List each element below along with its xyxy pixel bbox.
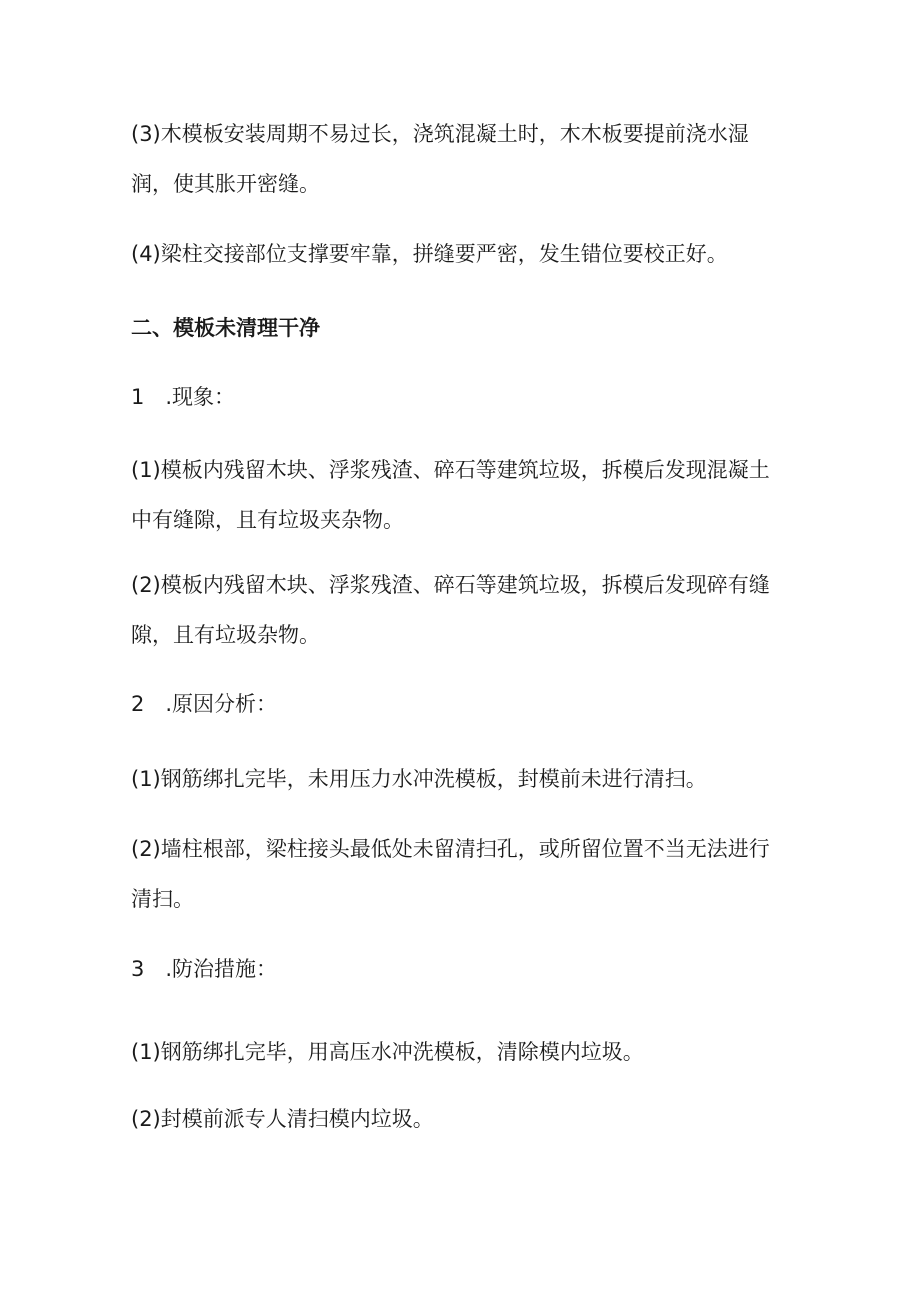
subsection-title-text: 1 .现象：: [131, 385, 236, 409]
paragraph-line: (1)钢筋绑扎完毕，未用压力水冲洗模板，封模前未进行清扫。: [131, 767, 707, 791]
paragraph-phenomenon-1: [131, 445, 801, 545]
paragraph-line: (3)木模板安装周期不易过长，浇筑混凝土时，木木板要提前浇水湿: [131, 122, 749, 146]
paragraph-cause-2: [131, 824, 801, 924]
paragraph-line: (2)封模前派专人清扫模内垃圾。: [131, 1107, 434, 1131]
paragraph-line: 中有缝隙，且有垃圾夹杂物。: [131, 508, 404, 532]
paragraph-line: 清扫。: [131, 887, 194, 911]
paragraph-prevention-2: [131, 1094, 801, 1144]
paragraph-line: (2)墙柱根部，梁柱接头最低处未留清扫孔，或所留位置不当无法进行: [131, 837, 770, 861]
subsection-title-text: 2 .原因分析：: [131, 692, 278, 716]
paragraph-4-beam-column-joint: [131, 229, 801, 279]
paragraph-line: (1)模板内残留木块、浮浆残渣、碎石等建筑垃圾，拆模后发现混凝土: [131, 458, 770, 482]
paragraph-phenomenon-2: [131, 560, 801, 660]
subsection-title-text: 3 .防治措施：: [131, 957, 278, 981]
paragraph-line: (1)钢筋绑扎完毕，用高压水冲洗模板，清除模内垃圾。: [131, 1040, 644, 1064]
subsection-title-prevention: [131, 944, 801, 994]
paragraph-3-formwork-install: [131, 109, 801, 209]
paragraph-line: (2)模板内残留木块、浮浆残渣、碎石等建筑垃圾，拆模后发现碎有缝: [131, 573, 770, 597]
subsection-title-cause-analysis: [131, 679, 801, 729]
paragraph-line: 润，使其胀开密缝。: [131, 172, 320, 196]
paragraph-line: (4)梁柱交接部位支撑要牢靠，拼缝要严密，发生错位要校正好。: [131, 242, 728, 266]
section-heading: 二、模板未清理干净: [131, 316, 320, 340]
paragraph-prevention-1: [131, 1027, 801, 1077]
subsection-title-phenomenon: [131, 372, 801, 422]
paragraph-line: 隙，且有垃圾杂物。: [131, 623, 320, 647]
paragraph-cause-1: [131, 754, 801, 804]
